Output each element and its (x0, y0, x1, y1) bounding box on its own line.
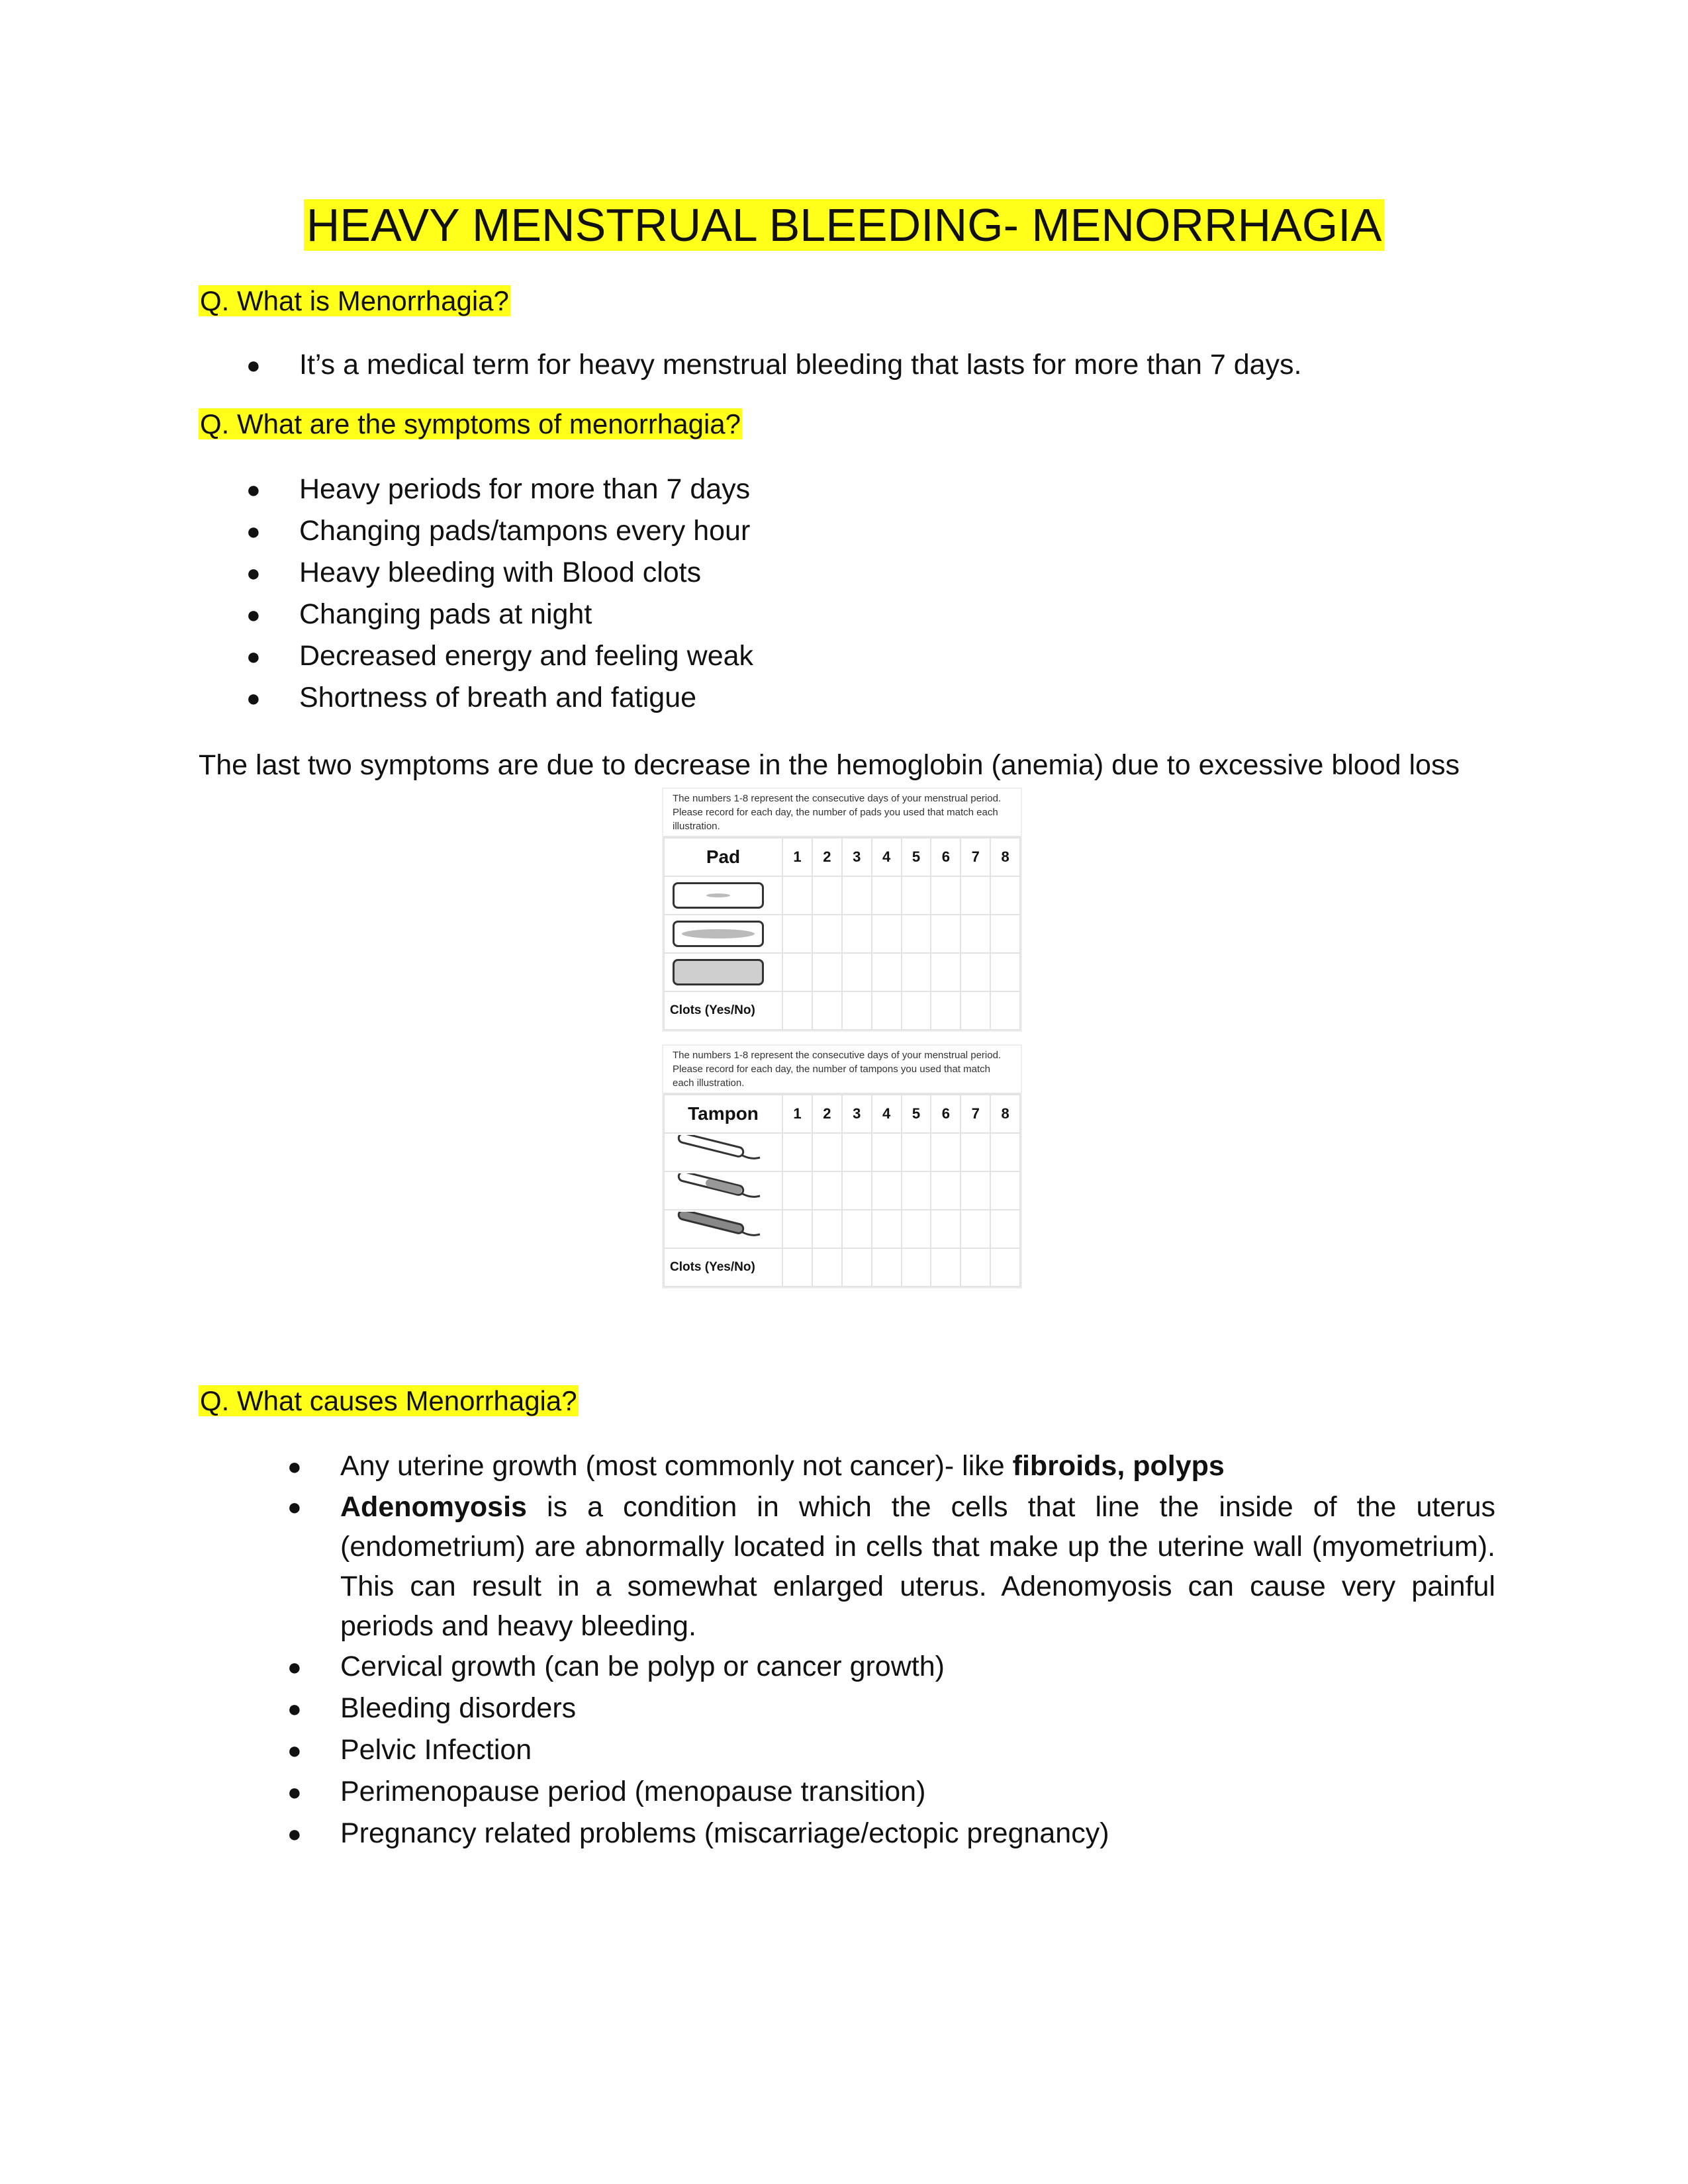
list-item: ● Decreased energy and feeling weak (299, 635, 753, 677)
bullet-icon: ● (287, 1820, 302, 1847)
bullet-icon: ● (287, 1453, 302, 1480)
bullet-icon: ● (287, 1653, 302, 1680)
bullet-icon: ● (246, 559, 261, 586)
bullet-icon: ● (246, 684, 261, 711)
day-header: 4 (872, 838, 902, 876)
bullet-icon: ● (287, 1737, 302, 1764)
light-pad-icon (673, 882, 764, 909)
day-header: 8 (990, 1095, 1020, 1133)
heavy-tampon-icon (673, 1212, 765, 1242)
table-row (664, 953, 1020, 991)
list-item: ● Adenomyosis is a condition in which the cells that line the inside of the uterus (endometrium) are abnormally located in cells that make up the uterine wall (myometrium). This can result in a somewhat enlarged uterus. Adenomyosis can cause very painful periods and heavy bleeding. (340, 1487, 1495, 1646)
page-title: HEAVY MENSTRUAL BLEEDING- MENORRHAGIA (0, 192, 1688, 258)
list-item: ● Any uterine growth (most commonly not cancer)- like fibroids, polyps (340, 1445, 1495, 1487)
day-header: 1 (782, 838, 812, 876)
list-item: ● Changing pads/tampons every hour (299, 510, 753, 552)
pad-tracking-chart (662, 788, 1022, 1032)
table-header-row (664, 1095, 1020, 1133)
clots-label: Clots (Yes/No) (664, 991, 782, 1030)
symptoms-list (246, 469, 754, 719)
day-header: 8 (990, 838, 1020, 876)
bullet-icon: ● (246, 601, 261, 628)
bullet-icon: ● (287, 1493, 302, 1520)
list-item: ● Perimenopause period (menopause transition) (340, 1771, 1495, 1813)
medium-tampon-icon (673, 1173, 765, 1204)
table-row (664, 915, 1020, 953)
tampon-tracking-chart (662, 1044, 1022, 1289)
heavy-pad-icon (673, 959, 764, 985)
question-symptoms: Q. What are the symptoms of menorrhagia? (200, 408, 741, 439)
day-header: 3 (842, 838, 872, 876)
day-header: 5 (902, 838, 931, 876)
tampon-chart-intro: The numbers 1-8 represent the consecutive days of your menstrual period. Please record for each day, the number of tampons you used that match each illustration. (663, 1046, 1021, 1094)
list-item: ● Cervical growth (can be polyp or cancer growth) (340, 1646, 1495, 1688)
list-item: ● Bleeding disorders (340, 1688, 1495, 1729)
day-header: 7 (961, 1095, 990, 1133)
pad-chart-intro: The numbers 1-8 represent the consecutive days of your menstrual period. Please record for each day, the number of pads you used that match each illustration. (663, 789, 1021, 837)
pad-chart-table (663, 837, 1021, 1030)
day-header: 6 (931, 838, 961, 876)
pad-header: Pad (664, 838, 782, 876)
day-header: 5 (902, 1095, 931, 1133)
bullet-icon: ● (246, 476, 261, 503)
day-header: 2 (812, 1095, 842, 1133)
light-tampon-icon (673, 1135, 765, 1165)
bullet-icon: ● (287, 1695, 302, 1722)
day-header: 4 (872, 1095, 902, 1133)
bullet-icon: ● (287, 1778, 302, 1805)
table-row (664, 1171, 1020, 1210)
definition-list (246, 344, 1302, 386)
list-item: ● Heavy bleeding with Blood clots (299, 552, 753, 594)
bullet-icon: ● (246, 351, 261, 379)
question-causes: Q. What causes Menorrhagia? (200, 1385, 577, 1416)
day-header: 2 (812, 838, 842, 876)
table-row (664, 1248, 1020, 1287)
table-row (664, 876, 1020, 915)
table-header-row (664, 838, 1020, 876)
causes-list (287, 1445, 1495, 1854)
table-row (664, 1133, 1020, 1171)
tampon-header: Tampon (664, 1095, 782, 1133)
symptom-note: The last two symptoms are due to decrease in the hemoglobin (anemia) due to excessive blood loss (199, 749, 1460, 781)
medium-pad-icon (673, 921, 764, 947)
bullet-icon: ● (246, 518, 261, 545)
day-header: 1 (782, 1095, 812, 1133)
tampon-chart-table (663, 1094, 1021, 1287)
list-item: ● Pregnancy related problems (miscarriage/ectopic pregnancy) (340, 1813, 1495, 1854)
list-item: ● Changing pads at night (299, 594, 753, 635)
day-header: 6 (931, 1095, 961, 1133)
list-item: ● Heavy periods for more than 7 days (299, 469, 753, 510)
table-row (664, 991, 1020, 1030)
question-what-is: Q. What is Menorrhagia? (200, 285, 509, 316)
day-header: 7 (961, 838, 990, 876)
clots-label: Clots (Yes/No) (664, 1248, 782, 1287)
day-header: 3 (842, 1095, 872, 1133)
bullet-icon: ● (246, 643, 261, 670)
table-row (664, 1210, 1020, 1248)
list-item: ● Pelvic Infection (340, 1729, 1495, 1771)
list-item: ● Shortness of breath and fatigue (299, 677, 753, 719)
list-item: ● It’s a medical term for heavy menstrual bleeding that lasts for more than 7 days. (299, 344, 1302, 386)
